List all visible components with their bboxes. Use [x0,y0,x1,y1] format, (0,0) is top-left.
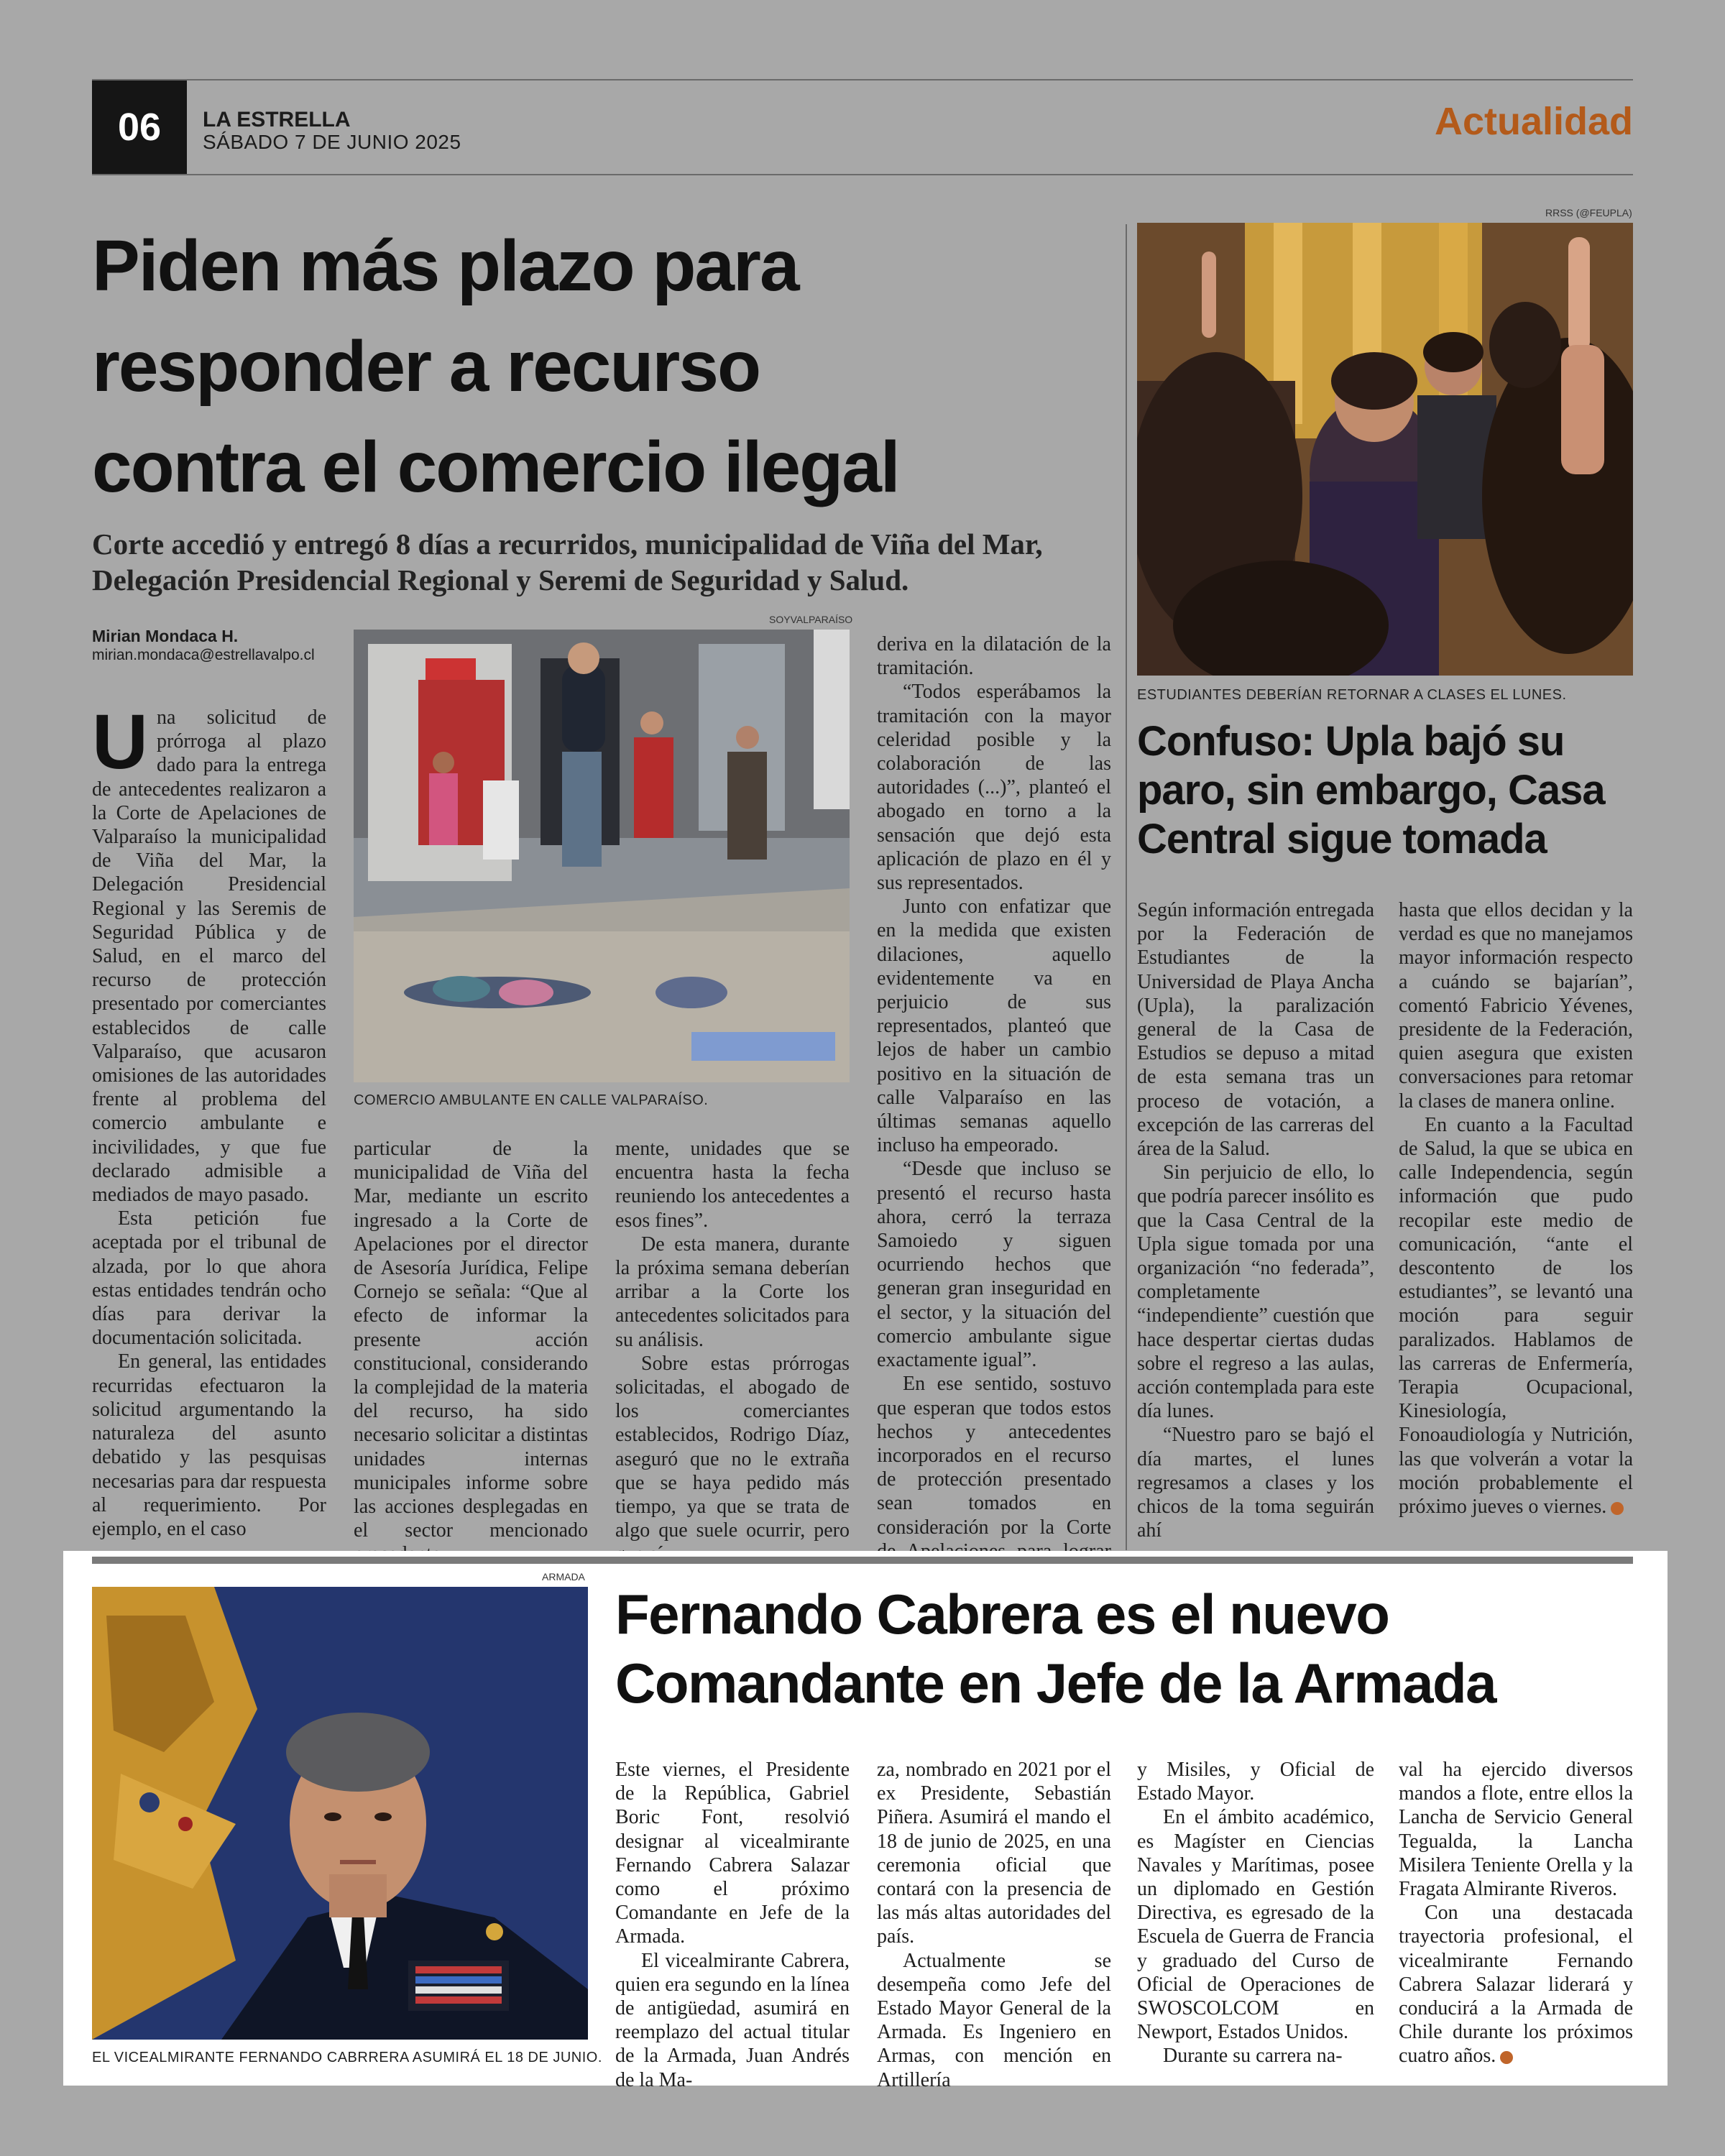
paragraph: Actualmente se desempeña como Jefe del Estado Mayor General de la Armada. Es Ingeniero en Armas, con mención en Artillería [877,1949,1111,2091]
paragraph: En el ámbito académico, es Magíster en Ciencias Navales y Marítimas, posee un diplomado en Gestión Directiva, es egresado de la Escuela de Guerra de Francia y graduado del Curso de Oficial de Operaciones de SWOSCOLCOM en Newport, Estados Unidos. [1137,1806,1374,2044]
newspaper-name: LA ESTRELLA [203,108,351,132]
paragraph: De esta manera, durante la próxima semana deberían arribar a la Corte los antecedentes solicitados para su análisis. [615,1233,850,1351]
end-mark-icon [1500,2051,1513,2064]
headline-line: contra el comercio ilegal [92,427,899,507]
photo-caption: EL VICEALMIRANTE FERNANDO CABRRERA ASUMIRÁ EL 18 DE JUNIO. [92,2050,602,2065]
paragraph: hasta que ellos decidan y la verdad es que no manejamos mayor información respecto a cuándo se bajarían”, comentó Fabricio Yévenes, presidente de la Federación, quien asegura que existen conversaciones para retomar la clases de manera online. [1399,899,1633,1112]
paragraph: En cuanto a la Facultad de Salud, la que se ubica en calle Independencia, según información que pudo recopilar este medio de comunicación, “ante el descontento de los estudiantes”, se levantó una moción para seguir paralizados. Hablamos de las carreras de Enfermería, Terapia Ocupacional, Kinesiología, Fonoaudiología y Nutrición, las que volverán a votar la moción probablemente el próximo jueves o viernes. [1399,1113,1633,1519]
headline-line: responder a recurso [92,326,760,407]
paragraph: “Nuestro paro se bajó el día martes, el lunes regresamos a clases y los chicos de la toma seguirán ahí [1137,1424,1374,1542]
photo-credit: RRSS (@FEUPLA) [1545,207,1632,218]
headline-line: paro, sin embargo, Casa [1137,767,1605,814]
photo-credit: ARMADA [542,1571,585,1583]
paragraph: “Todos esperábamos la tramitación con la mayor celeridad posible y la colaboración de las autoridades (...)”, planteó el abogado en torno a la sensación que dejó esta aplicación de plazo en él y sus representados. [877,681,1111,895]
paragraph: En general, las entidades recurridas efectuaron la solicitud argumentando la naturaleza del asunto debatido y las pesquisas necesarias para dar respuesta al requerimiento. Por ejemplo, en el caso [92,1350,326,1540]
upla-column-1 [1137,898,1374,1545]
paragraph: za, nombrado en 2021 por el ex Presidente, Sebastián Piñera. Asumirá el mando el 18 de junio de 2025, en una ceremonia oficial que contará con la presencia de las más altas autoridades del país. [877,1759,1111,1948]
main-deck: Corte accedió y entregó 8 días a recurridos, municipalidad de Viña del Mar, Delegación Presidencial Regional y Seremi de Seguridad y Salud. [92,528,1043,596]
paragraph: particular de la municipalidad de Viña del Mar, mediante un escrito ingresado a la Corte de Apelaciones por el director de Asesoría Jurídica, Felipe Cornejo se señala: “Que al efecto de informar la presente acción constitucional, considerando la complejidad de la materia del recurso, ha sido necesario solicitar a distintas unidades internas municipales informe sobre las acciones desplegadas en el sector mencionado [354,1138,588,1542]
main-column-2 [354,1137,588,1542]
author-email: mirian.mondaca@estrellavalpo.cl [92,647,315,663]
headline-line: Comandante en Jefe de la Armada [615,1651,1496,1715]
photo-caption: COMERCIO AMBULANTE EN CALLE VALPARAÍSO. [354,1092,709,1108]
paragraph: val ha ejercido diversos mandos a flote, entre ellos la Lancha de Servicio General Tegualda, la Lancha Misilera Teniente Orella y la Fragata Almirante Riveros. [1399,1759,1633,1901]
headline-line: Fernando Cabrera es el nuevo [615,1583,1389,1646]
armada-column-4 [1399,1758,1633,2074]
upla-column-2 [1399,898,1633,1545]
main-column-1 [92,698,326,1540]
section-title: Actualidad [1434,100,1633,143]
author-name: Mirian Mondaca H. [92,627,239,645]
paragraph: En ese sentido, sostuvo que esperan que todos estos hechos y antecedentes incorporados en el recurso de protección presentado sean tomados en consideración por la Corte [877,1373,1111,1539]
paragraph: Sobre estas prórrogas solicitadas, el abogado de los comerciantes establecidos, Rodrigo Díaz, aseguró que no le extraña que se haya pedido más tiempo, ya que se trata de algo que suele ocurrir, pero [615,1352,850,1542]
students-photo [1137,223,1633,676]
headline-line: Central sigue tomada [1137,816,1547,862]
paragraph: Según información entregada por la Federación de Estudiantes de la Universidad de Playa Ancha (Upla), la paralización general de la Casa de Estudios se depuso a mitad de esta semana tras un proceso de votación, a excepción de las carreras del área de la Salud. [1137,899,1374,1161]
paragraph: Junto con enfatizar que en la medida que existen dilaciones, aquello evidentemente va en perjuicio de sus representados, planteó que lejos de haber un cambio positivo en la situación de calle Valparaíso en las últimas semanas aquello incluso ha empeorado. [877,895,1111,1157]
armada-top-rule [92,1557,1633,1564]
upla-headline [1137,717,1605,864]
paragraph: Esta petición fue aceptada por el tribunal de alzada, por lo que ahora estas entidades tendrán ocho días para derivar la documentación solicitada. [92,1207,326,1350]
armada-headline [615,1580,1496,1718]
issue-date: SÁBADO 7 DE JUNIO 2025 [203,131,461,153]
street-vendors-photo [354,630,850,1082]
paragraph: Durante su carrera na- [1163,2045,1343,2068]
paragraph: na solicitud de prórroga al plazo dado para la entrega de antecedentes realizaron a la Corte de Apelaciones de Valparaíso la municipalidad de Viña del Mar, la Delegación Presidencial Regional y las Seremis de Seguridad Pública y de Salud, en el marco del recurso de protección presentado por comerciantes establecidos de calle Valparaíso, que acusaron omisiones de las autoridades frente al problema del comercio ambulante e incivilidades, y que fue declarado admisible a mediados de mayo pasado. [92,706,326,1207]
main-column-3 [615,1137,850,1542]
header-rule [92,174,1633,175]
paragraph: Este viernes, el Presidente de la República, Gabriel Boric Font, resolvió designar al vicealmirante Fernando Cabrera Salazar como el próximo Comandante en Jefe de la Armada. [615,1759,850,1948]
main-column-4 [877,632,1111,1539]
paragraph: El vicealmirante Cabrera, quien era segundo en la línea de antigüedad, asumirá en reemplazo del actual titular de la Armada, Juan Andrés de la Ma- [615,1949,850,2091]
admiral-portrait [92,1587,588,2040]
armada-column-2 [877,1758,1111,2091]
photo-caption: ESTUDIANTES DEBERÍAN RETORNAR A CLASES EL LUNES. [1137,687,1567,703]
paragraph: mente, unidades que se encuentra hasta la fecha reuniendo los antecedentes a esos fines”. [615,1138,850,1232]
headline-line: Confuso: Upla bajó su [1137,718,1565,765]
paragraph: deriva en la dilatación de la tramitación. [877,633,1111,680]
column-divider [1126,224,1127,1550]
paragraph: “Desde que incluso se presentó el recurso hasta ahora, cerró la terraza Samoiedo y siguen ocurriendo hechos que generan gran inseguridad en el sector, y la situación del comercio ambulante sigue exactamente igual”. [877,1158,1111,1372]
armada-column-3 [1137,1758,1374,2074]
end-mark-icon [1611,1502,1624,1515]
headline-line: Piden más plazo para [92,226,799,306]
main-headline [92,216,899,517]
top-rule [92,79,1633,80]
drop-cap: U [92,698,148,785]
page-number: 06 [92,80,187,174]
paragraph: y Misiles, y Oficial de Estado Mayor. [1137,1759,1374,1805]
photo-credit: SOYVALPARAÍSO [769,614,853,625]
paragraph: Con una destacada trayectoria profesional, el vicealmirante Fernando Cabrera Salazar liderará y conducirá a la Armada de Chile durante los próximos cuatro años. [1399,1902,1633,2068]
armada-column-1 [615,1758,850,2091]
paragraph: Sin perjuicio de ello, lo que podría parecer insólito es que la Casa Central de la Upla sigue tomada por una organización “no federada”, completamente “independiente” cuestión que hace despertar ciertas dudas sobre el regreso a las aulas, acción contemplada para este día lunes. [1137,1161,1374,1423]
